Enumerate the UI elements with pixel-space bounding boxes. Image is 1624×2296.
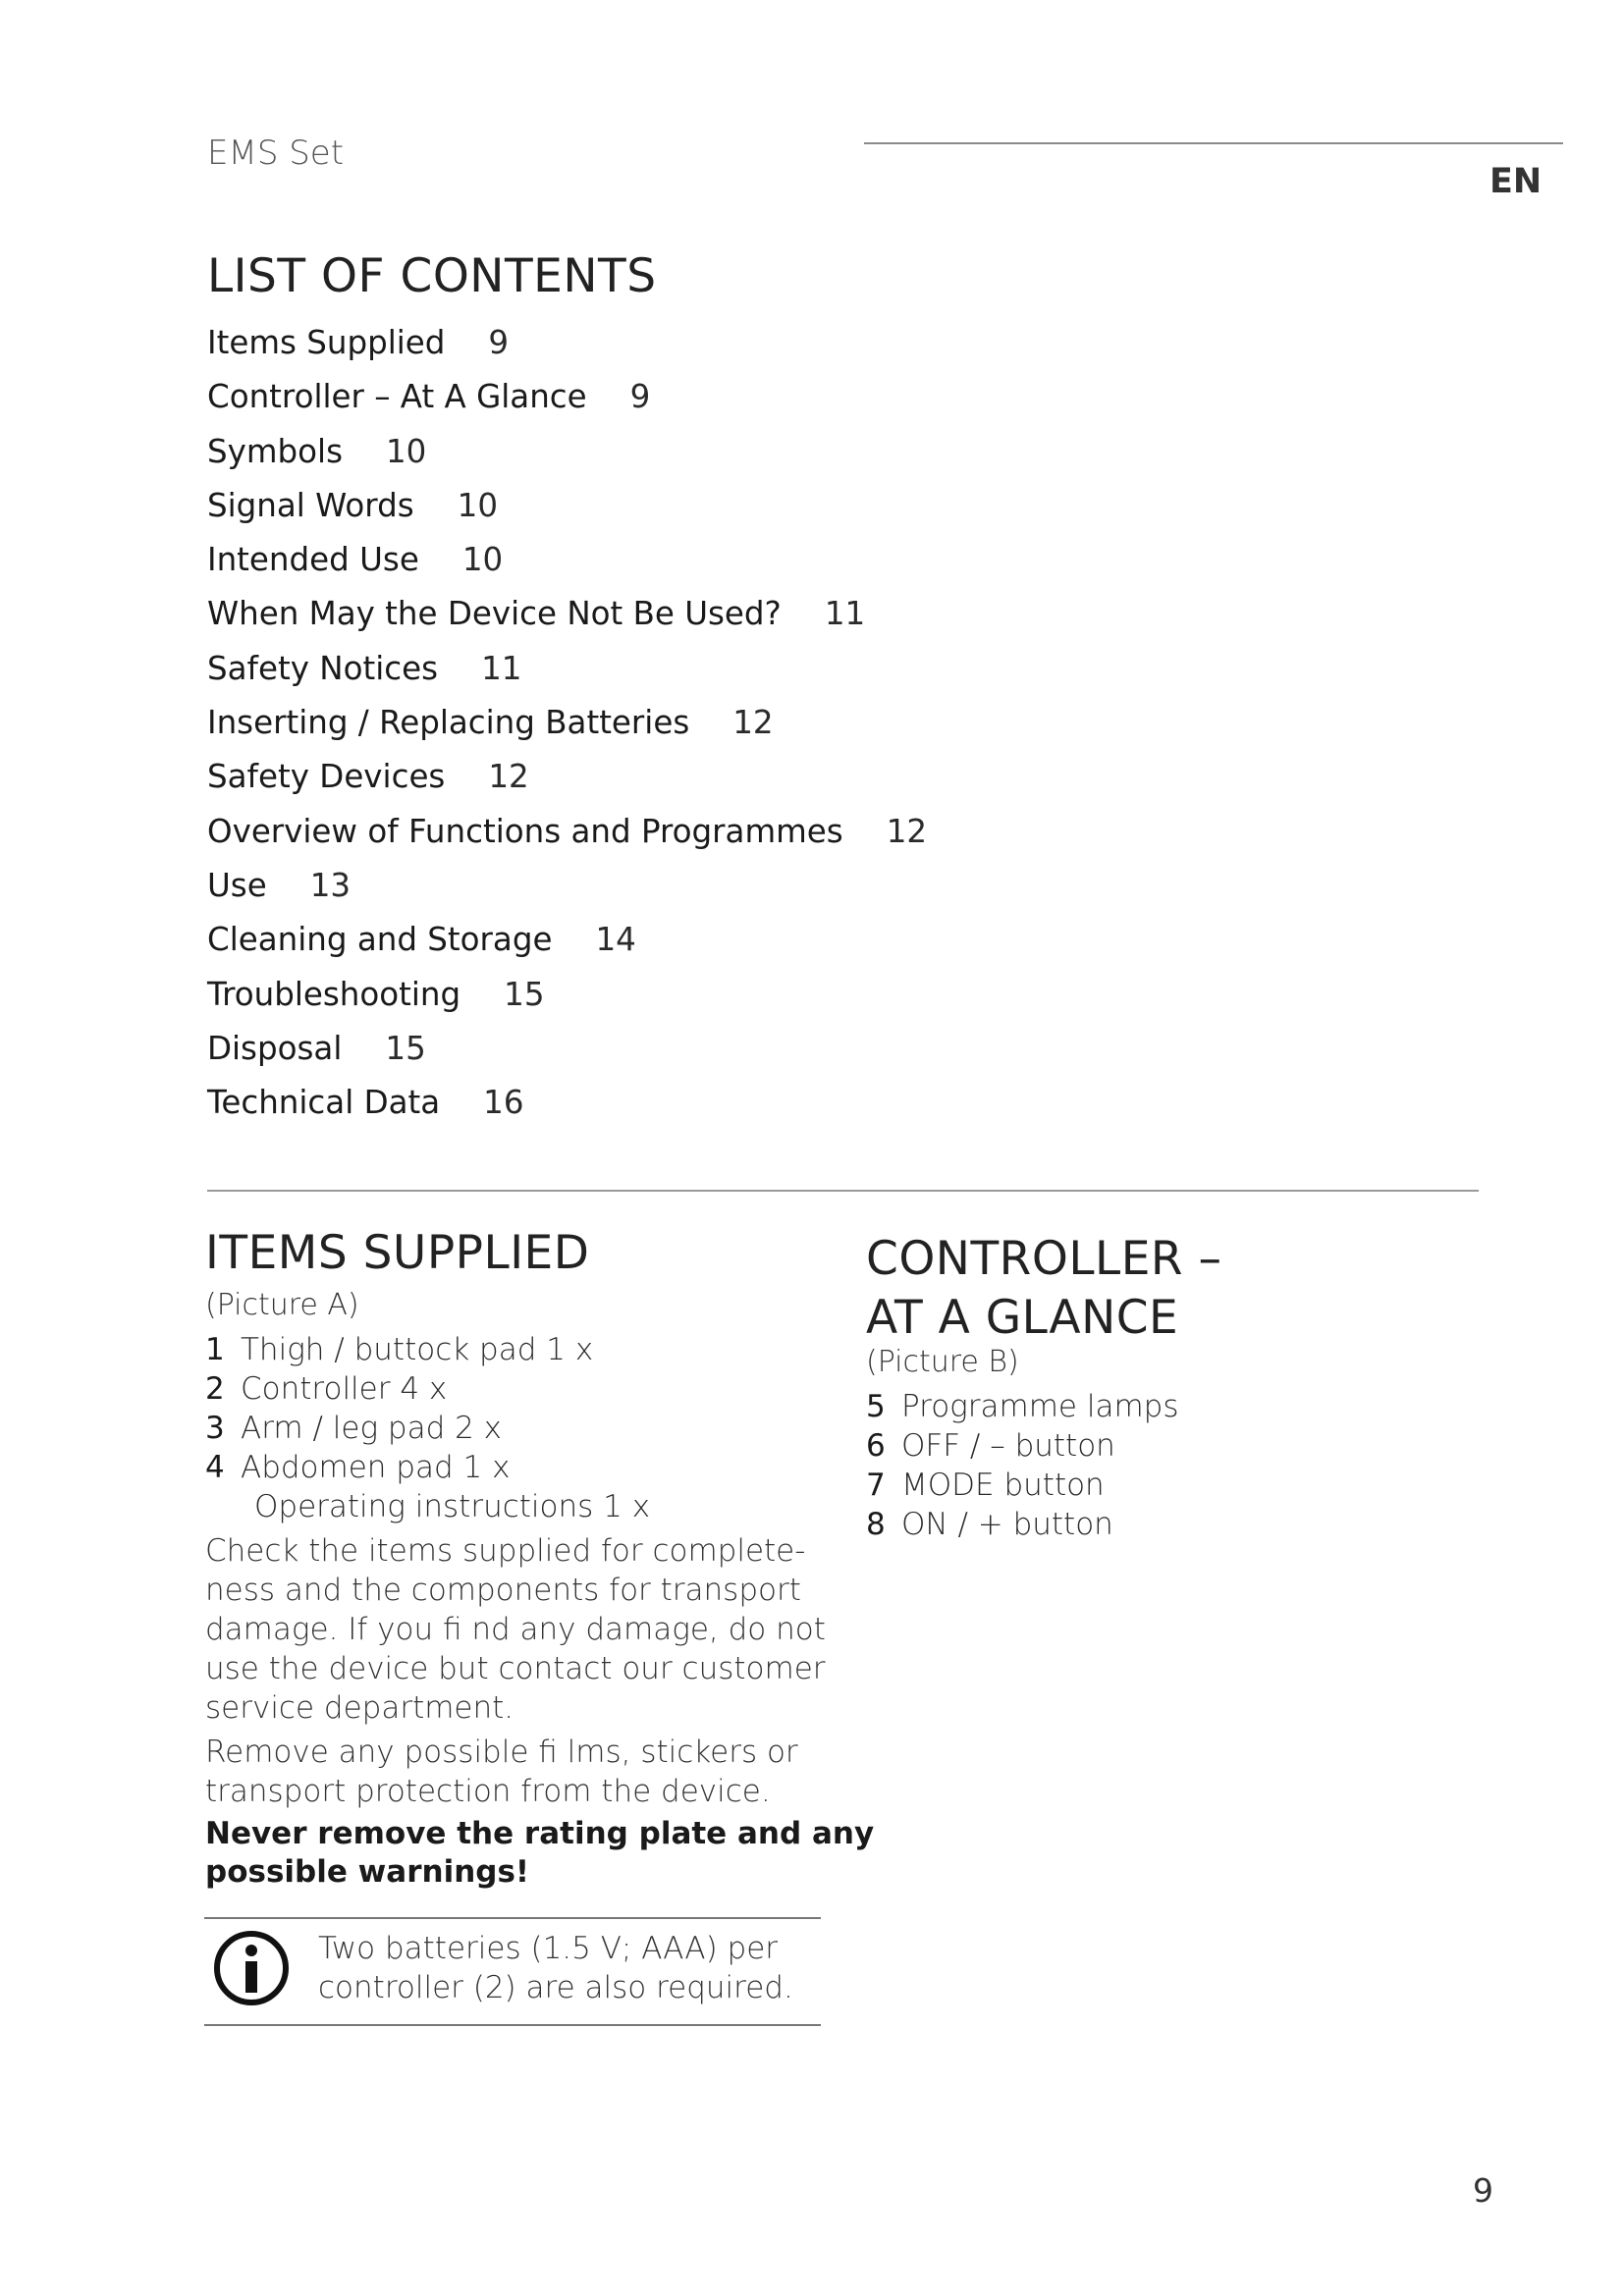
note-line: controller (2) are also required. — [318, 1970, 793, 2005]
toc-entry-page: 12 — [886, 812, 928, 850]
header-divider — [864, 142, 1563, 144]
item-text: Arm / leg pad 2 x — [241, 1411, 503, 1446]
list-item — [866, 1466, 1178, 1505]
toc-entry-label: Safety Notices — [207, 649, 439, 687]
language-tag: EN — [1489, 162, 1543, 201]
note-line: Two batteries (1.5 V; AAA) per — [318, 1931, 779, 1966]
toc-entry-label: Controller – At A Glance — [207, 378, 587, 416]
paragraph-line: transport protection from the device. — [205, 1774, 771, 1809]
toc-entry-label: Technical Data — [207, 1084, 441, 1122]
toc-entry-label: Use — [207, 866, 267, 904]
toc-entry[interactable] — [207, 587, 927, 641]
item-number: 8 — [866, 1507, 886, 1542]
list-item — [205, 1409, 650, 1448]
toc-entry-page: 12 — [488, 758, 529, 796]
toc-list — [207, 316, 927, 1130]
toc-entry[interactable] — [207, 913, 927, 967]
list-item — [205, 1369, 650, 1409]
toc-entry-label: Intended Use — [207, 541, 419, 579]
toc-entry-page: 10 — [386, 432, 427, 470]
item-number: 1 — [205, 1332, 225, 1367]
toc-entry-label: When May the Device Not Be Used? — [207, 595, 782, 633]
paragraph-line: use the device but contact our customer — [205, 1651, 826, 1686]
item-text: ON / + button — [901, 1507, 1113, 1542]
toc-entry[interactable] — [207, 316, 927, 370]
list-item — [205, 1487, 650, 1526]
list-item — [866, 1387, 1178, 1426]
item-number: 6 — [866, 1428, 886, 1464]
item-number: 3 — [205, 1411, 225, 1446]
toc-entry-page: 13 — [309, 866, 352, 904]
item-number: 4 — [205, 1450, 225, 1485]
items-supplied-title: ITEMS SUPPLIED — [205, 1226, 590, 1280]
check-items-paragraph — [205, 1531, 826, 1728]
item-number: 5 — [866, 1389, 886, 1424]
toc-entry-label: Cleaning and Storage — [207, 921, 553, 959]
toc-entry-page: 12 — [732, 704, 774, 742]
toc-entry[interactable] — [207, 805, 927, 859]
controller-title — [866, 1230, 1222, 1348]
toc-entry-page: 11 — [824, 595, 866, 633]
toc-entry[interactable] — [207, 859, 927, 913]
toc-entry[interactable] — [207, 425, 927, 479]
toc-entry-label: Inserting / Replacing Batteries — [207, 704, 690, 742]
item-text: Thigh / buttock pad 1 x — [241, 1332, 594, 1367]
toc-entry[interactable] — [207, 1022, 927, 1076]
paragraph-line: ness and the components for transport — [205, 1573, 801, 1608]
toc-entry[interactable] — [207, 370, 927, 424]
item-number: 2 — [205, 1371, 225, 1407]
paragraph-line: Check the items supplied for complete- — [205, 1533, 806, 1569]
toc-entry-page: 11 — [481, 649, 522, 687]
toc-entry[interactable] — [207, 750, 927, 804]
toc-entry-label: Overview of Functions and Programmes — [207, 812, 843, 850]
controller-parts-list — [866, 1387, 1178, 1544]
toc-entry-page: 9 — [488, 324, 510, 361]
toc-entry[interactable] — [207, 479, 927, 533]
document-title: EMS Set — [207, 133, 345, 173]
remove-films-paragraph — [205, 1733, 798, 1811]
items-supplied-list — [205, 1330, 650, 1526]
toc-entry-page: 10 — [461, 541, 504, 579]
paragraph-line: Remove any possible fi lms, stickers or — [205, 1735, 798, 1770]
toc-entry-label: Signal Words — [207, 486, 414, 524]
paragraph-line: damage. If you fi nd any damage, do not — [205, 1612, 826, 1647]
list-item — [205, 1330, 650, 1369]
picture-a-reference: (Picture A) — [205, 1288, 359, 1322]
battery-note — [204, 1917, 821, 2026]
picture-b-reference: (Picture B) — [866, 1345, 1019, 1379]
list-item — [866, 1505, 1178, 1544]
toc-entry[interactable] — [207, 1076, 927, 1130]
warning-line: possible warnings! — [205, 1854, 530, 1890]
toc-entry-label: Symbols — [207, 432, 343, 470]
toc-entry-page: 9 — [629, 378, 651, 416]
toc-entry[interactable] — [207, 696, 927, 750]
item-number: 7 — [866, 1468, 886, 1503]
warning-text — [205, 1815, 874, 1892]
toc-entry[interactable] — [207, 533, 927, 587]
toc-entry-label: Troubleshooting — [207, 975, 461, 1013]
paragraph-line: service department. — [205, 1690, 514, 1726]
item-text: Operating instructions 1 x — [254, 1489, 651, 1524]
toc-entry[interactable] — [207, 642, 927, 696]
toc-entry-label: Safety Devices — [207, 758, 446, 796]
toc-entry-page: 15 — [385, 1029, 426, 1067]
item-text: Programme lamps — [901, 1389, 1179, 1424]
warning-line: Never remove the rating plate and any — [205, 1816, 875, 1851]
list-item — [205, 1448, 650, 1487]
item-text: Abdomen pad 1 x — [241, 1450, 511, 1485]
item-text: MODE button — [901, 1468, 1105, 1503]
item-text: Controller 4 x — [241, 1371, 448, 1407]
toc-entry-label: Items Supplied — [207, 324, 446, 361]
toc-entry-page: 14 — [595, 921, 636, 959]
page-number: 9 — [1473, 2171, 1493, 2210]
list-item — [866, 1426, 1178, 1466]
toc-entry-label: Disposal — [207, 1029, 343, 1067]
controller-title-line: AT A GLANCE — [866, 1291, 1179, 1345]
note-text — [318, 1929, 793, 2007]
info-icon — [212, 1929, 291, 2007]
toc-title: LIST OF CONTENTS — [207, 249, 657, 303]
toc-entry-page: 15 — [504, 975, 545, 1013]
toc-entry-page: 10 — [457, 486, 498, 524]
toc-entry-page: 16 — [483, 1084, 524, 1122]
section-divider — [207, 1190, 1479, 1192]
item-text: OFF / – button — [901, 1428, 1115, 1464]
controller-title-line: CONTROLLER – — [866, 1232, 1222, 1286]
toc-entry[interactable] — [207, 968, 927, 1022]
